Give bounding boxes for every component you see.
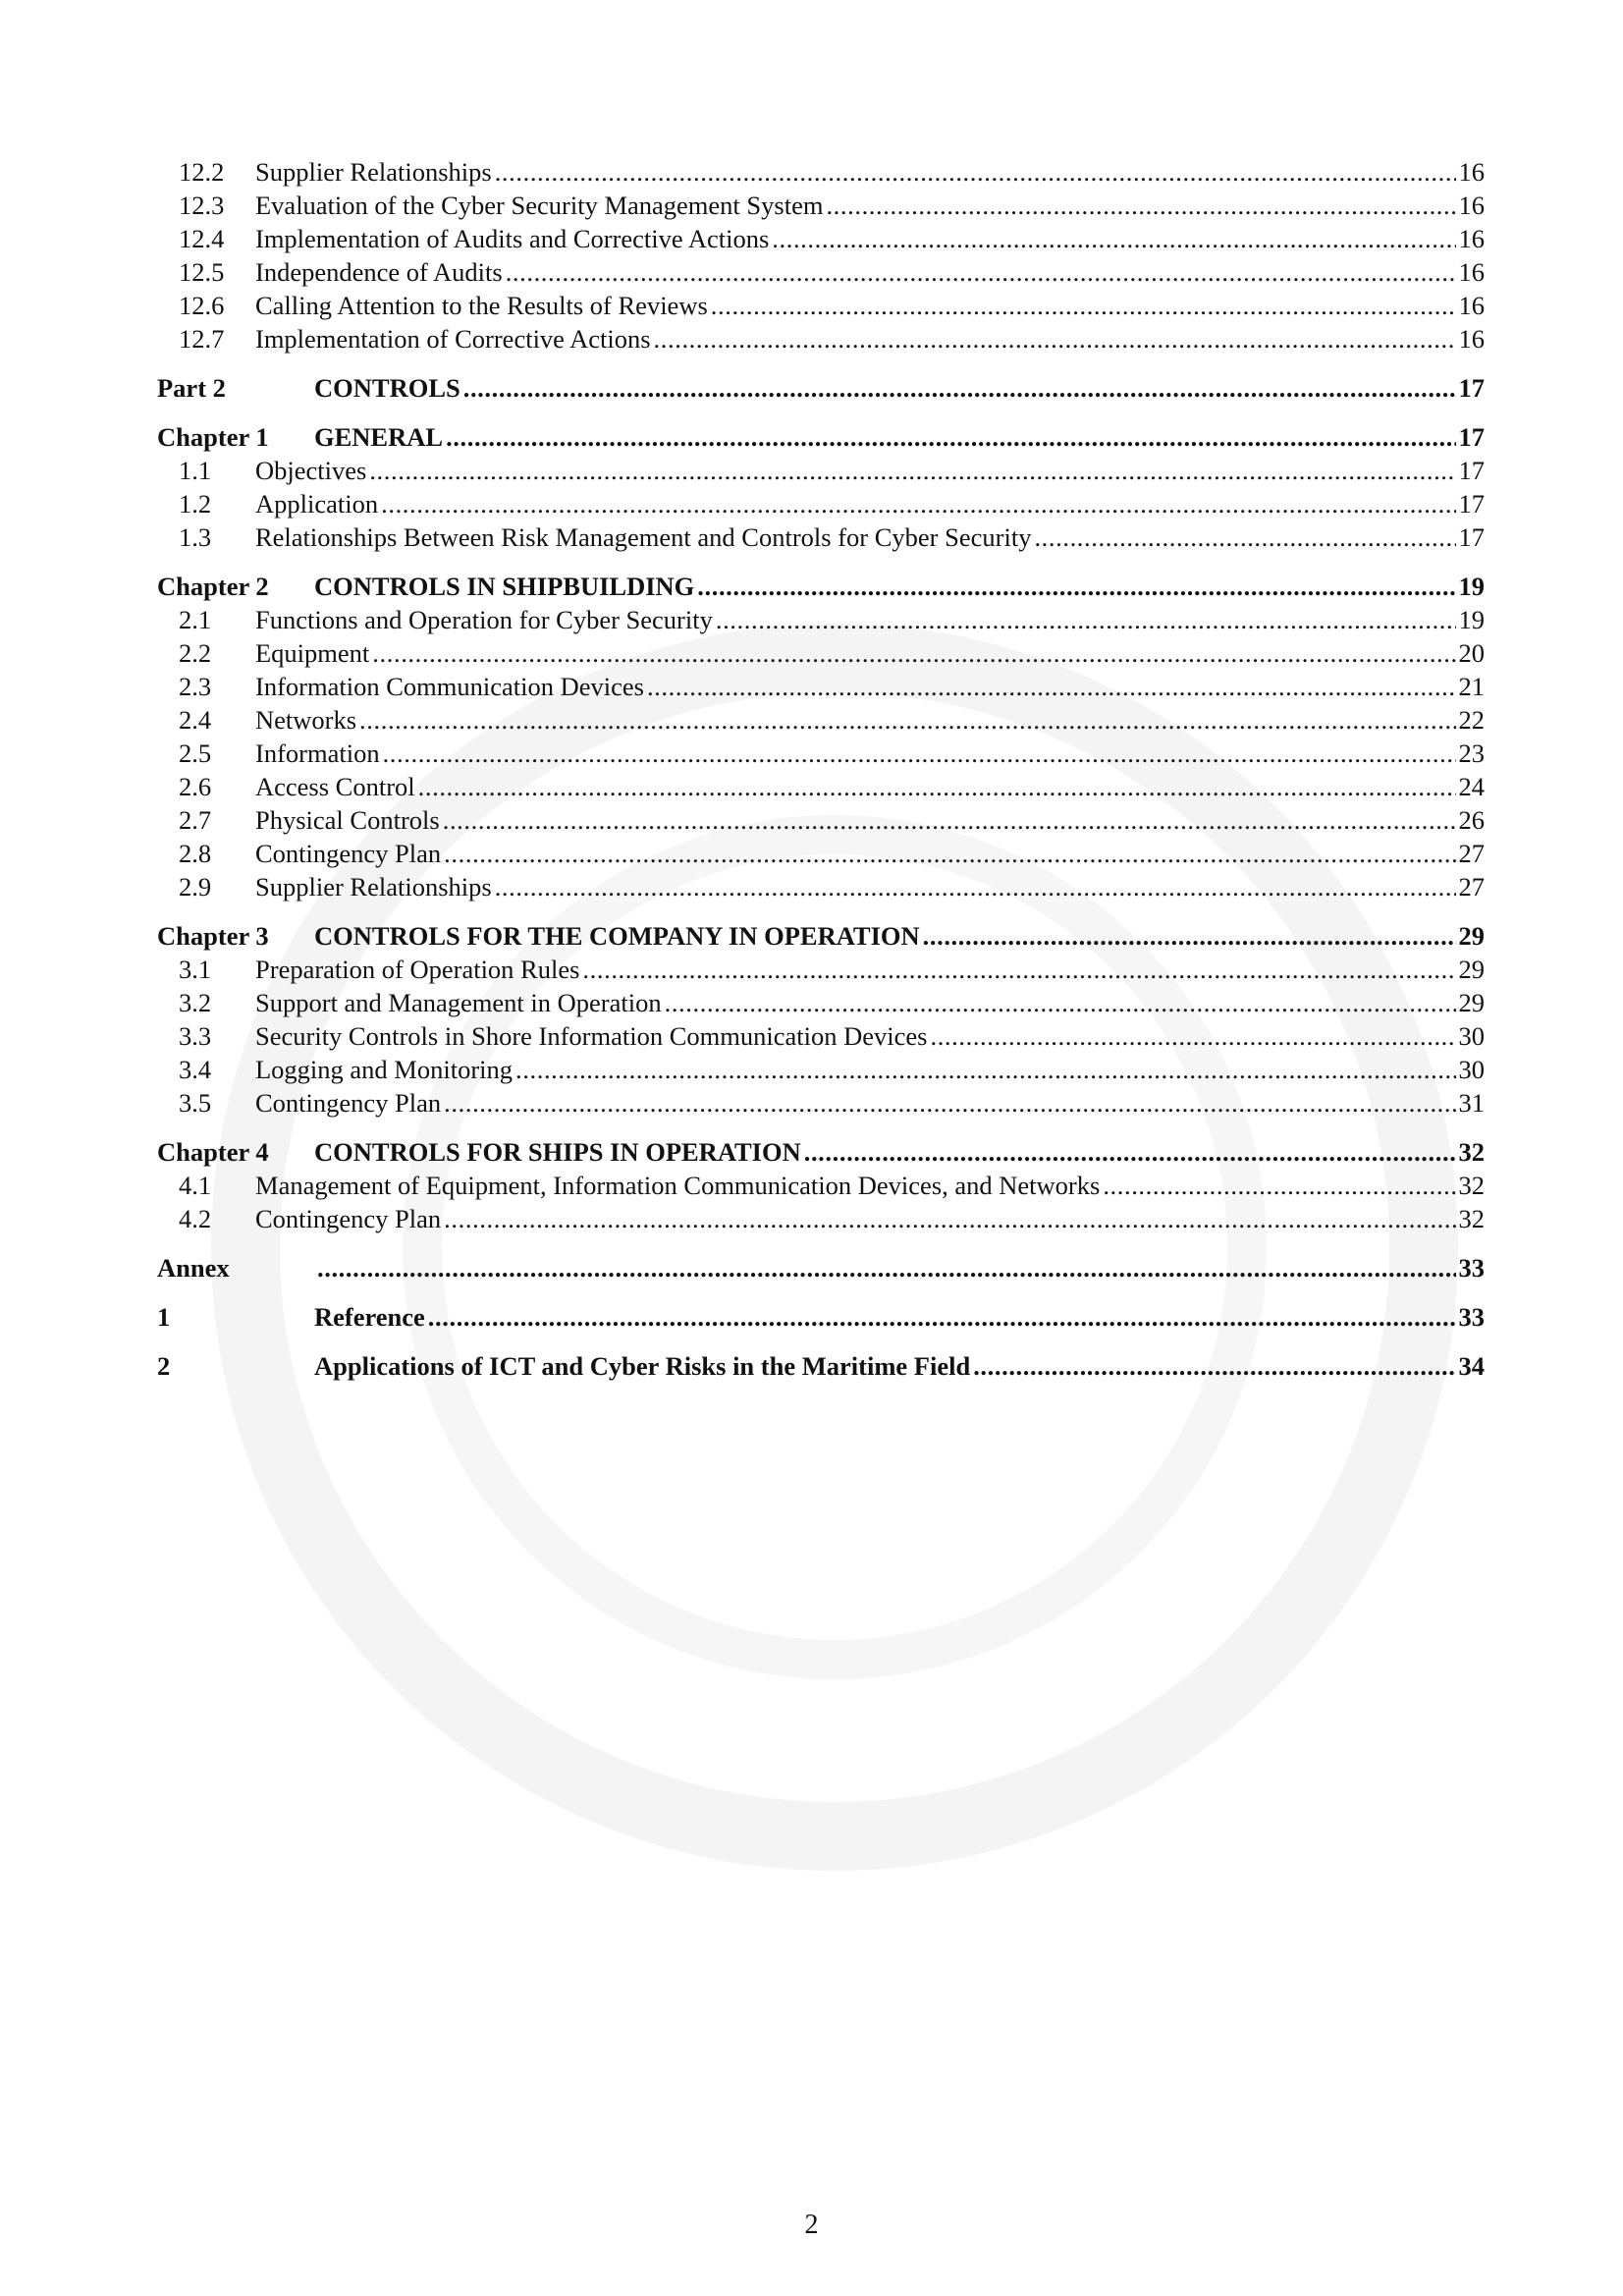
toc-dot-leader [930,1019,1455,1053]
toc-entry [157,1053,1485,1086]
toc-entry [157,322,1485,355]
toc-heading-entry [157,371,1485,405]
toc-entry-title: Supplier Relationships [255,872,492,902]
toc-heading-entry [157,420,1485,454]
toc-entry-page: 16 [1458,324,1485,354]
toc-entry-page: 16 [1458,191,1485,220]
toc-entry-number: 2.1 [179,605,212,634]
toc-entry [157,953,1485,986]
toc-dot-leader [418,770,1456,803]
toc-entry-title: Applications of ICT and Cyber Risks in the Maritime Field [314,1351,971,1381]
toc-entry-page: 16 [1458,257,1485,287]
toc-entry-page: 17 [1458,489,1485,519]
toc-entry-title: Relationships Between Risk Management and Controls for Cyber Security [255,522,1032,552]
toc-dot-leader [711,289,1456,322]
toc-entry-page: 33 [1458,1253,1485,1283]
toc-dot-leader [515,1053,1455,1086]
toc-entry [157,1202,1485,1235]
toc-entry-title: Objectives [255,456,367,485]
toc-entry-page: 27 [1458,872,1485,902]
toc-entry-title: Support and Management in Operation [255,988,662,1017]
toc-entry-title: Functions and Operation for Cyber Security [255,605,713,634]
toc-dot-leader [716,603,1456,636]
toc-dot-leader [923,919,1456,953]
toc-heading-entry [157,919,1485,953]
toc-entry-title: Equipment [255,638,370,668]
toc-entry-page: 31 [1458,1088,1485,1118]
toc-dot-leader [654,322,1456,355]
toc-entry [157,289,1485,322]
toc-entry [157,1019,1485,1053]
toc-dot-leader [495,870,1456,903]
toc-entry-page: 22 [1458,705,1485,735]
toc-entry-page: 32 [1458,1204,1485,1233]
toc-entry-page: 32 [1458,1171,1485,1200]
toc-dot-leader [647,670,1456,703]
toc-entry-number: 4.2 [179,1204,212,1233]
toc-dot-leader [383,737,1456,770]
toc-entry-page: 30 [1458,1055,1485,1084]
toc-entry-page: 30 [1458,1021,1485,1051]
toc-dot-leader [359,703,1455,737]
toc-dot-leader [1034,520,1455,554]
toc-entry [157,670,1485,703]
toc-entry-page: 16 [1458,224,1485,253]
toc-entry-page: 29 [1458,955,1485,984]
toc-entry [157,636,1485,670]
toc-entry-page: 27 [1458,839,1485,868]
toc-dot-leader [372,636,1455,670]
toc-dot-leader [444,1202,1455,1235]
toc-entry-number: 2.5 [179,738,212,768]
toc-entry-number: 1.1 [179,456,212,485]
toc-entry-page: 16 [1458,157,1485,187]
toc-entry-page: 33 [1458,1302,1485,1332]
toc-entry-number: 1.3 [179,522,212,552]
toc-dot-leader [495,155,1456,189]
toc-entry-number: Chapter 4 [157,1137,269,1167]
toc-entry-title: Evaluation of the Cyber Security Management System [255,191,824,220]
toc-entry-number: 2.3 [179,672,212,701]
toc-dot-leader [444,837,1455,870]
toc-entry-page: 23 [1458,738,1485,768]
toc-entry-number: 1.2 [179,489,212,519]
toc-entry-title: Physical Controls [255,805,440,835]
toc-dot-leader [1103,1169,1455,1202]
toc-entry-page: 17 [1458,456,1485,485]
toc-entry-page: 24 [1458,772,1485,801]
toc-entry-title: Implementation of Corrective Actions [255,324,651,354]
toc-entry-title: Access Control [255,772,415,801]
toc-dot-leader [973,1349,1455,1383]
toc-entry-title: Logging and Monitoring [255,1055,514,1084]
toc-dot-leader [444,1086,1455,1120]
toc-entry-page: 19 [1458,605,1485,634]
toc-dot-leader [697,570,1455,603]
toc-entry-number: 4.1 [179,1171,212,1200]
toc-entry-number: 12.4 [179,224,225,253]
toc-entry-title: GENERAL [314,422,444,452]
toc-dot-leader [826,189,1455,222]
toc-dot-leader [446,420,1455,454]
toc-entry-title: Information Communication Devices [255,672,644,701]
toc-entry-page: 34 [1458,1351,1485,1381]
toc-entry [157,986,1485,1019]
toc-entry-title: Information [255,738,380,768]
toc-dot-leader [772,222,1455,255]
toc-entry [157,703,1485,737]
toc-dot-leader [317,1251,1456,1285]
toc-entry [157,1169,1485,1202]
toc-entry [157,870,1485,903]
toc-entry [157,155,1485,189]
toc-heading-entry [157,1135,1485,1169]
toc-dot-leader [506,255,1456,289]
toc-entry-page: 17 [1458,373,1485,403]
toc-entry-number: 2.7 [179,805,212,835]
toc-entry-number: Part 2 [157,373,226,403]
toc-entry-title: Supplier Relationships [255,157,492,187]
toc-entry-title: Management of Equipment, Information Communication Devices, and Networks [255,1171,1101,1200]
toc-entry-number: 2.8 [179,839,212,868]
toc-entry-number: 12.5 [179,257,225,287]
toc-entry-page: 29 [1458,921,1485,951]
toc-entry [157,737,1485,770]
toc-heading-entry [157,1349,1485,1383]
toc-dot-leader [804,1135,1456,1169]
toc-entry-number: 1 [157,1302,171,1332]
toc-entry [157,255,1485,289]
toc-dot-leader [582,953,1455,986]
toc-entry-number: 2.2 [179,638,212,668]
toc-entry-title: CONTROLS IN SHIPBUILDING [314,572,695,601]
toc-dot-leader [443,803,1456,837]
toc-entry-title: Reference [314,1302,425,1332]
toc-heading-entry [157,1251,1485,1285]
toc-dot-leader [369,454,1455,487]
toc-entry-number: 2.9 [179,872,212,902]
toc-entry-page: 32 [1458,1137,1485,1167]
toc-entry-page: 29 [1458,988,1485,1017]
toc-entry-number: Chapter 3 [157,921,269,951]
toc-entry [157,770,1485,803]
toc-entry-number: 3.5 [179,1088,212,1118]
table-of-contents [157,155,1485,1383]
toc-entry-title: CONTROLS FOR SHIPS IN OPERATION [314,1137,801,1167]
toc-entry-page: 16 [1458,291,1485,320]
toc-entry-number: 3.2 [179,988,212,1017]
toc-entry-number: 12.6 [179,291,225,320]
toc-entry-page: 17 [1458,522,1485,552]
toc-entry-number: Chapter 2 [157,572,269,601]
toc-dot-leader [463,371,1456,405]
toc-entry-number: 12.2 [179,157,225,187]
toc-entry-title: Security Controls in Shore Information Communication Devices [255,1021,928,1051]
toc-heading-entry [157,1300,1485,1334]
toc-entry-title: Application [255,489,379,519]
toc-entry-number: 2.4 [179,705,212,735]
toc-entry [157,454,1485,487]
toc-entry-title: Contingency Plan [255,1204,442,1233]
toc-entry-number: 3.3 [179,1021,212,1051]
toc-entry [157,520,1485,554]
toc-entry-title: Independence of Audits [255,257,503,287]
toc-entry [157,603,1485,636]
toc-dot-leader [428,1300,1456,1334]
toc-entry-title: Contingency Plan [255,839,442,868]
toc-entry-page: 17 [1458,422,1485,452]
toc-entry-number: Annex [157,1253,230,1283]
toc-entry-number: Chapter 1 [157,422,269,452]
toc-entry-title: CONTROLS [314,373,460,403]
toc-heading-entry [157,570,1485,603]
toc-entry [157,487,1485,520]
toc-entry-number: 12.7 [179,324,225,354]
toc-entry [157,189,1485,222]
toc-entry-number: 2.6 [179,772,212,801]
page-number: 2 [804,2210,819,2240]
toc-entry-title: Implementation of Audits and Corrective Actions [255,224,770,253]
toc-entry-page: 21 [1458,672,1485,701]
toc-entry-number: 2 [157,1351,171,1381]
toc-entry-title: Calling Attention to the Results of Reviews [255,291,708,320]
toc-entry [157,803,1485,837]
toc-entry-page: 19 [1458,572,1485,601]
toc-entry-title: Preparation of Operation Rules [255,955,580,984]
toc-entry-page: 20 [1458,638,1485,668]
toc-entry-number: 3.4 [179,1055,212,1084]
toc-entry [157,1086,1485,1120]
toc-dot-leader [381,487,1455,520]
toc-entry-title: CONTROLS FOR THE COMPANY IN OPERATION [314,921,920,951]
toc-entry-page: 26 [1458,805,1485,835]
toc-entry [157,837,1485,870]
toc-entry-number: 12.3 [179,191,225,220]
toc-dot-leader [665,986,1456,1019]
toc-entry-number: 3.1 [179,955,212,984]
toc-entry-title: Networks [255,705,357,735]
toc-entry-title: Contingency Plan [255,1088,442,1118]
toc-entry [157,222,1485,255]
